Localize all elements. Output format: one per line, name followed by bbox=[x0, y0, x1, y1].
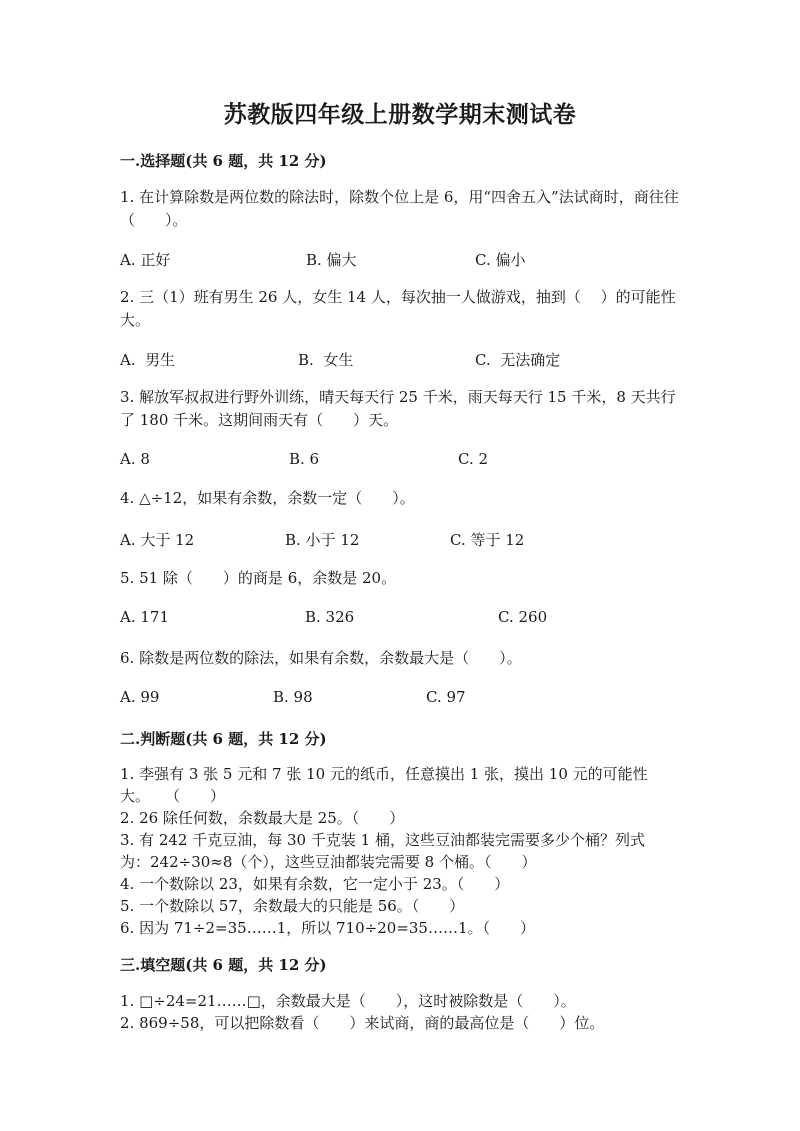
question-stem: 3. 解放军叔叔进行野外训练，晴天每天行 25 千米，雨天每天行 15 千米，8 天共行了 180 千米。这期间雨天有（ ）天。 bbox=[120, 388, 676, 429]
option-b: B. 小于 12 bbox=[285, 531, 360, 549]
section-heading-choice: 一.选择题(共 6 题，共 12 分) bbox=[120, 152, 327, 170]
question-stem: 1. 在计算除数是两位数的除法时，除数个位上是 6，用“四舍五入”法试商时，商往往（ ）。 bbox=[120, 188, 679, 229]
question-stem: 5. 51 除（ ）的商是 6，余数是 20。 bbox=[120, 569, 397, 587]
option-c: C. 97 bbox=[426, 688, 466, 706]
question-stem: 6. 除数是两位数的除法，如果有余数，余数最大是（ ）。 bbox=[120, 649, 522, 667]
option-a: A. 99 bbox=[120, 688, 160, 706]
option-a: A. 大于 12 bbox=[120, 531, 195, 549]
statement-line: 为：242÷30≈8（个），这些豆油都装完需要 8 个桶。（ ） bbox=[120, 853, 537, 871]
option-c: C. 无法确定 bbox=[475, 351, 561, 369]
statement-line: 1. 李强有 3 张 5 元和 7 张 10 元的纸币，任意摸出 1 张，摸出 10 元的可能性 bbox=[120, 765, 648, 783]
page-title: 苏教版四年级上册数学期末测试卷 bbox=[223, 101, 577, 128]
option-c: C. 260 bbox=[498, 608, 548, 626]
fill-blank-line: 2. 869÷58，可以把除数看（ ）来试商，商的最高位是（ ）位。 bbox=[120, 1014, 605, 1032]
option-b: B. 女生 bbox=[298, 351, 354, 369]
option-a: A. 正好 bbox=[120, 251, 171, 269]
option-b: B. 326 bbox=[305, 608, 355, 626]
option-a: A. 男生 bbox=[120, 351, 176, 369]
option-c: C. 2 bbox=[458, 450, 489, 468]
statement-line: 4. 一个数除以 23，如果有余数，它一定小于 23。（ ） bbox=[120, 875, 510, 893]
statement-line: 6. 因为 71÷2=35……1，所以 710÷20=35……1。（ ） bbox=[120, 919, 535, 937]
statement-line: 5. 一个数除以 57，余数最大的只能是 56。（ ） bbox=[120, 897, 465, 915]
section-heading-fill-blank: 三.填空题(共 6 题，共 12 分) bbox=[120, 956, 327, 974]
statement-line: 3. 有 242 千克豆油，每 30 千克装 1 桶，这些豆油都装完需要多少个桶？列式 bbox=[120, 831, 645, 849]
option-a: A. 8 bbox=[120, 450, 150, 468]
statement-line: 大。 （ ） bbox=[120, 787, 226, 805]
section-heading-true-false: 二.判断题(共 6 题，共 12 分) bbox=[120, 730, 327, 748]
question-stem: 4. △÷12，如果有余数，余数一定（ ）。 bbox=[120, 489, 415, 507]
option-a: A. 171 bbox=[120, 608, 169, 626]
option-c: C. 等于 12 bbox=[450, 531, 525, 549]
fill-blank-line: 1. □÷24=21……□，余数最大是（ ），这时被除数是（ ）。 bbox=[120, 992, 576, 1010]
option-c: C. 偏小 bbox=[475, 251, 526, 269]
option-b: B. 偏大 bbox=[306, 251, 357, 269]
option-b: B. 6 bbox=[289, 450, 320, 468]
statement-line: 2. 26 除任何数，余数最大是 25。（ ） bbox=[120, 809, 405, 827]
question-stem: 2. 三（1）班有男生 26 人，女生 14 人，每次抽一人做游戏，抽到（ ）的可能性大。 bbox=[120, 288, 676, 329]
option-b: B. 98 bbox=[273, 688, 313, 706]
